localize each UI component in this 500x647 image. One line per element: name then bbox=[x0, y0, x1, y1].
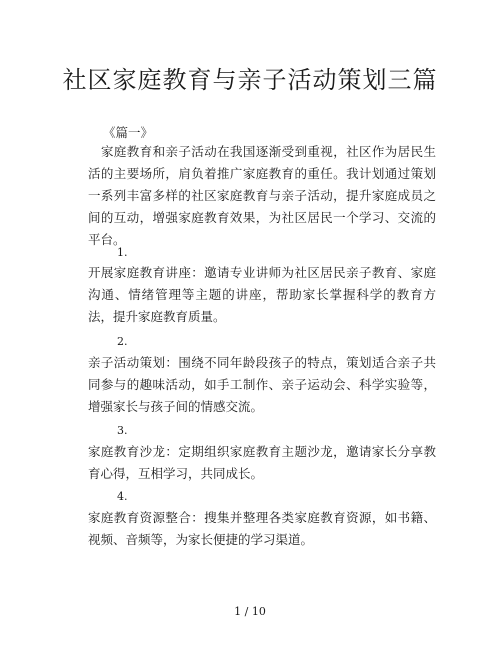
document-title: 社区家庭教育与亲子活动策划三篇 bbox=[62, 66, 438, 94]
item-number-1: 1. bbox=[117, 246, 128, 259]
item-text-3: 家庭教育沙龙：定期组织家庭教育主题沙龙，邀请家长分享教育心得，互相学习，共同成长。 bbox=[88, 444, 436, 481]
page-indicator: 1 / 10 bbox=[234, 605, 266, 618]
item-text-2: 亲子活动策划：围绕不同年龄段孩子的特点，策划适合亲子共同参与的趣味活动，如手工制作、亲子运动会、科学实验等，增强家长与孩子间的情感交流。 bbox=[88, 355, 436, 414]
item-text-4: 家庭教育资源整合：搜集并整理各类家庭教育资源，如书籍、视频、音频等，为家长便捷的学习渠道。 bbox=[88, 510, 436, 547]
item-number-2: 2. bbox=[117, 335, 128, 348]
item-number-4: 4. bbox=[117, 490, 128, 503]
intro-paragraph: 家庭教育和亲子活动在我国逐渐受到重视，社区作为居民生活的主要场所，肩负着推广家庭教育的重任。我计划通过策划一系列丰富多样的社区家庭教育与亲子活动，提升家庭成员之间的互动，增强家庭教育效果，为社区居民一个学习、交流的平台。 bbox=[88, 144, 436, 247]
item-number-3: 3. bbox=[117, 424, 128, 437]
section-label: 《篇一》 bbox=[103, 125, 154, 140]
item-text-1: 开展家庭教育讲座：邀请专业讲师为社区居民亲子教育、家庭沟通、情绪管理等主题的讲座，帮助家长掌握科学的教育方法，提升家庭教育质量。 bbox=[88, 265, 436, 324]
